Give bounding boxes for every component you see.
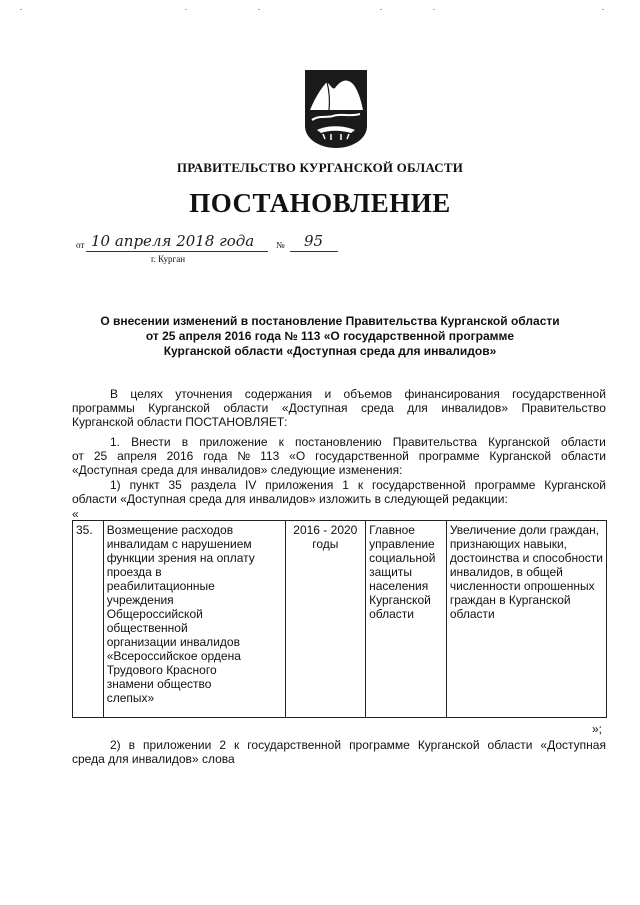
date-from-label: от xyxy=(76,240,85,250)
indicator-cell: Увеличение доли граждан, признающих навыки, достоинства и способности инвалидов, в общей численности опрошенных граждан в Курганской области xyxy=(446,521,606,718)
text-line: В целях уточнения содержания и объемов финансирования государственной xyxy=(110,387,606,401)
resolution-heading xyxy=(60,314,600,359)
preamble-paragraph xyxy=(72,387,606,430)
coat-of-arms-icon xyxy=(303,68,369,150)
heading-line: О внесении изменений в постановление Правительства Курганской области xyxy=(100,314,560,328)
text-line: 1. Внести в приложение к постановлению Правительства Курганской области xyxy=(110,435,606,449)
subitem-2-paragraph xyxy=(72,738,606,766)
scan-speck xyxy=(258,9,260,10)
scan-speck xyxy=(602,9,604,10)
text-line: «Доступная среда для инвалидов» следующие изменения: xyxy=(72,463,403,478)
subitem-1-paragraph xyxy=(72,478,606,506)
scan-speck xyxy=(20,9,22,10)
scan-speck xyxy=(380,9,382,10)
government-title: ПРАВИТЕЛЬСТВО КУРГАНСКОЙ ОБЛАСТИ xyxy=(176,160,464,175)
handwritten-date: 10 апреля 2018 года xyxy=(91,232,255,250)
text-line: Курганской области ПОСТАНОВЛЯЕТ: xyxy=(72,415,288,430)
quote-open-mark: « xyxy=(72,507,79,521)
executor-cell: Главное управление социальной защиты населения Курганской области xyxy=(366,521,447,718)
text-line: 1) пункт 35 раздела IV приложения 1 к государственной программе Курганской xyxy=(110,478,606,492)
program-table-row xyxy=(72,520,607,718)
measure-name-cell: Возмещение расходов инвалидам с нарушением функции зрения на оплату проезда в реабилитационные учреждения Общероссийской общественной организации инвалидов «Всероссийское ордена Трудового Красного знамени общество слепых» xyxy=(103,521,285,718)
text-line: 2) в приложении 2 к государственной программе Курганской области «Доступная xyxy=(110,738,606,752)
number-underline xyxy=(290,251,338,252)
table-row xyxy=(73,521,607,718)
handwritten-number: 95 xyxy=(304,232,324,250)
term-cell: 2016 - 2020 годы xyxy=(285,521,366,718)
text-line: от 25 апреля 2016 года № 113 «О государственной программе Курганской области xyxy=(72,449,606,464)
item-1-paragraph xyxy=(72,435,606,478)
row-number-cell: 35. xyxy=(73,521,104,718)
text-line: среда для инвалидов» слова xyxy=(72,752,235,767)
heading-line: Курганской области «Доступная среда для инвалидов» xyxy=(163,344,497,358)
text-line: программы Курганской области «Доступная среда для инвалидов» Правительство xyxy=(72,401,606,416)
text-line: области «Доступная среда для инвалидов» изложить в следующей редакции: xyxy=(72,492,508,507)
heading-line: от 25 апреля 2016 года № 113 «О государственной программе xyxy=(145,329,515,343)
quote-close-mark: »; xyxy=(592,722,603,736)
date-underline xyxy=(86,251,268,252)
document-type-title: ПОСТАНОВЛЕНИЕ xyxy=(189,188,451,218)
number-label: № xyxy=(276,240,285,250)
scan-speck xyxy=(185,9,187,10)
scan-speck xyxy=(433,9,435,10)
city-label: г. Курган xyxy=(151,254,186,264)
